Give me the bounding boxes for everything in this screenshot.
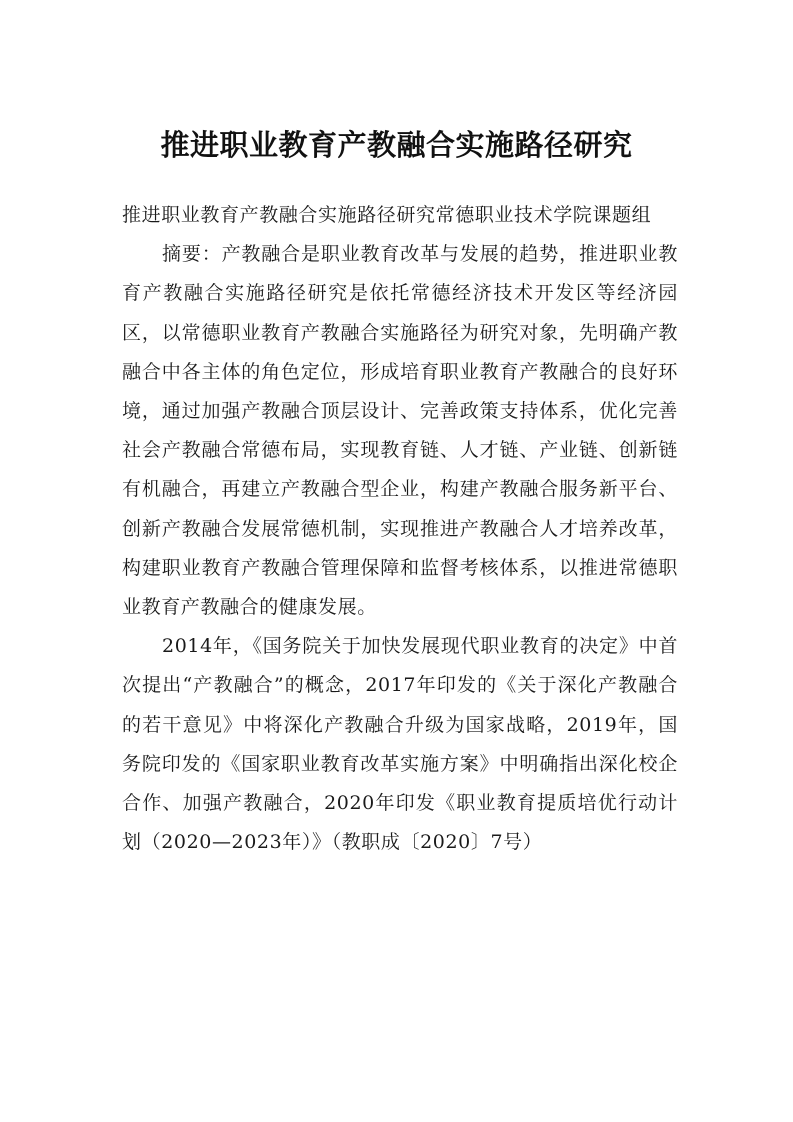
body-paragraph: 2014年，《国务院关于加快发展现代职业教育的决定》中首次提出“产教融合”的概念，2017年印发的《关于深化产教融合的若干意见》中将深化产教融合升级为国家战略，2019年，国务院印发的《国家职业教育改革实施方案》中明确指出深化校企合作、加强产教融合，2020年印发《职业教育提质培优行动计划（2020—2023年）》（教职成〔2020〕7号）: [122, 635, 678, 854]
document-body: [122, 196, 678, 862]
author-line: 推进职业教育产教融合实施路径研究常德职业技术学院课题组: [122, 204, 652, 226]
document-title: 推进职业教育产教融合实施路径研究: [160, 128, 633, 162]
abstract-paragraph: 摘要：产教融合是职业教育改革与发展的趋势，推进职业教育产教融合实施路径研究是依托常德经济技术开发区等经济园区，以常德职业教育产教融合实施路径为研究对象，先明确产教融合中各主体的角色定位，形成培育职业教育产教融合的良好环境，通过加强产教融合顶层设计、完善政策支持体系，优化完善社会产教融合常德布局，实现教育链、人才链、产业链、创新链有机融合，再建立产教融合型企业，构建产教融合服务新平台、创新产教融合发展常德机制，实现推进产教融合人才培养改革，构建职业教育产教融合管理保障和监督考核体系，以推进常德职业教育产教融合的健康发展。: [122, 243, 678, 619]
